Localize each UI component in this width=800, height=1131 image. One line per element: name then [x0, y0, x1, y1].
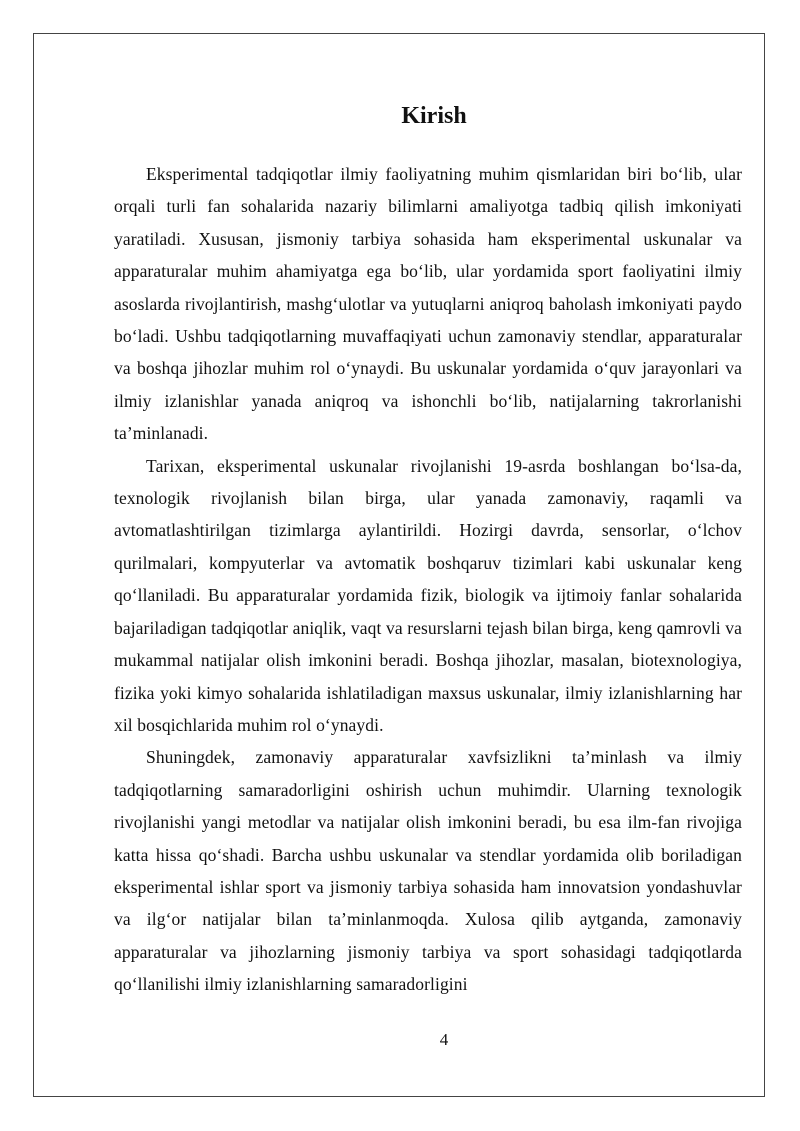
paragraph-2: Tarixan, eksperimental uskunalar rivojlanishi 19-asrda boshlangan bo‘lsa-da, texnologik rivojlanish bilan birga, ular yanada zamonaviy, raqamli va avtomatlashtirilgan tizimlarga aylantirildi. Hozirgi davrda, sensorlar, o‘lchov qurilmalari, kompyuterlar va avtomatik boshqaruv tizimlari kabi uskunalar keng qo‘llaniladi. Bu apparaturalar yordamida fizik, biologik va ijtimoiy fanlar sohalarida bajariladigan tadqiqotlar aniqlik, vaqt va resurslarni tejash bilan birga, keng qamrovli va mukammal natijalar olish imkonini beradi. Boshqa jihozlar, masalan, biotexnologiya, fizika yoki kimyo sohalarida ishlatiladigan maxsus uskunalar, ilmiy izlanishlarning har xil bosqichlarida muhim rol o‘ynaydi.	[114, 455, 742, 735]
page-number: 4	[439, 1030, 449, 1049]
paragraph-3: Shuningdek, zamonaviy apparaturalar xavfsizlikni ta’minlash va ilmiy tadqiqotlarning samaradorligini oshirish uchun muhimdir. Ularning texnologik rivojlanishi yangi metodlar va natijalar olish imkonini beradi, bu esa ilm-fan rivojiga katta hissa qo‘shadi. Barcha ushbu uskunalar va stendlar yordamida olib boriladigan eksperimental ishlar sport va jismoniy tarbiya sohasida ham innovatsion yondashuvlar va ilg‘or natijalar bilan ta’minlanmoqda. Xulosa qilib aytganda, zamonaviy apparaturalar va jihozlarning jismoniy tarbiya va sport sohasidagi tadqiqotlarda qo‘llanilishi ilmiy izlanishlarning samaradorligini	[114, 747, 742, 995]
page-content	[114, 98, 742, 1001]
paragraph-1: Eksperimental tadqiqotlar ilmiy faoliyatning muhim qismlaridan biri bo‘lib, ular orqali turli fan sohalarida nazariy bilimlarni amaliyotga tadbiq qilish imkoniyati yaratiladi. Xususan, jismoniy tarbiya sohasida ham eksperimental uskunalar va apparaturalar muhim ahamiyatga ega bo‘lib, ular yordamida sport faoliyatini ilmiy asoslarda rivojlantirish, mashg‘ulotlar va yutuqlarni aniqroq baholash imkoniyati paydo bo‘ladi. Ushbu tadqiqotlarning muvaffaqiyati uchun zamonaviy stendlar, apparaturalar va boshqa jihozlar muhim rol o‘ynaydi. Bu uskunalar yordamida o‘quv jarayonlari va ilmiy izlanishlar yanada aniqroq va ishonchli bo‘lib, natijalarning takrorlanishi ta’minlanadi.	[114, 164, 742, 444]
section-title: Kirish	[401, 103, 467, 129]
